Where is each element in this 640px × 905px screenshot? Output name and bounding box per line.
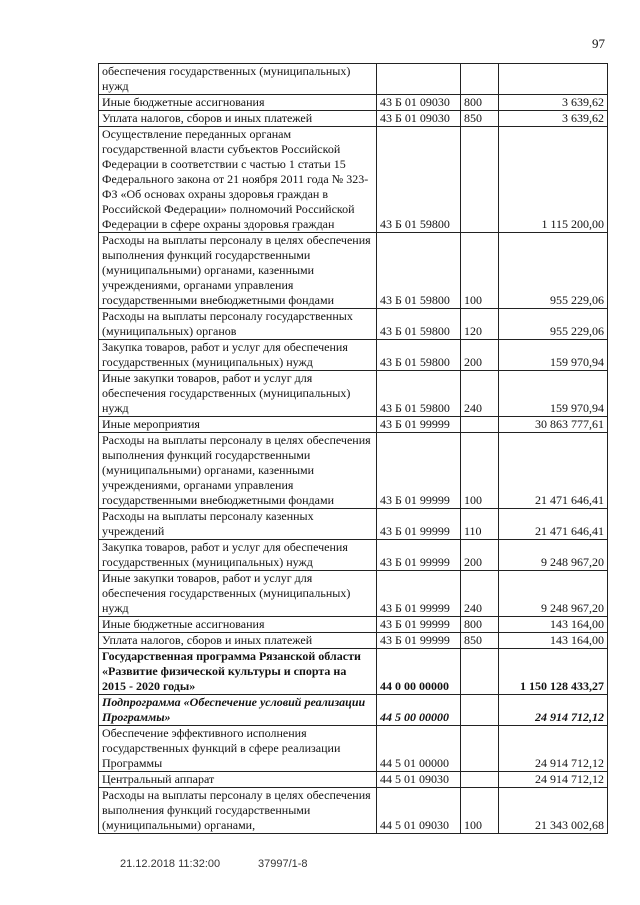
row-code-cell: 43 Б 01 09030 (377, 95, 461, 111)
table-row (99, 571, 608, 617)
row-sum-cell: 24 914 712,12 (499, 695, 608, 726)
row-name-cell: Обеспечение эффективного исполнения государственных функций в сфере реализации Программы (99, 726, 377, 772)
row-name-cell: Государственная программа Рязанской области «Развитие физической культуры и спорта на 2015 - 2020 годы» (99, 649, 377, 695)
table-row (99, 617, 608, 633)
row-type-cell: 240 (461, 571, 499, 617)
row-name-cell: Иные мероприятия (99, 417, 377, 433)
row-code-cell: 44 5 01 00000 (377, 726, 461, 772)
row-sum-cell: 21 471 646,41 (499, 433, 608, 509)
row-code-cell: 44 5 01 09030 (377, 772, 461, 788)
table-row (99, 95, 608, 111)
row-sum-cell: 955 229,06 (499, 309, 608, 340)
row-type-cell (461, 772, 499, 788)
row-code-cell (377, 64, 461, 95)
row-type-cell: 800 (461, 95, 499, 111)
table-row (99, 417, 608, 433)
row-code-cell: 43 Б 01 99999 (377, 617, 461, 633)
table-row (99, 111, 608, 127)
row-sum-cell: 24 914 712,12 (499, 772, 608, 788)
footer-timestamp: 21.12.2018 11:32:00 (120, 858, 221, 870)
row-name-cell: Расходы на выплаты персоналу в целях обеспечения выполнения функций государственными (муниципальными) органами, (99, 788, 377, 834)
row-name-cell: Подпрограмма «Обеспечение условий реализации Программы» (99, 695, 377, 726)
row-name-cell: Иные бюджетные ассигнования (99, 95, 377, 111)
row-type-cell (461, 695, 499, 726)
row-code-cell: 43 Б 01 99999 (377, 509, 461, 540)
row-type-cell (461, 417, 499, 433)
row-name-cell: Расходы на выплаты персоналу в целях обеспечения выполнения функций государственными (муниципальными) органами, казенными учреждениями, органами управления государственными внебюджетными фондами (99, 433, 377, 509)
row-code-cell: 44 5 01 09030 (377, 788, 461, 834)
row-type-cell: 240 (461, 371, 499, 417)
row-sum-cell: 30 863 777,61 (499, 417, 608, 433)
row-name-cell: Иные закупки товаров, работ и услуг для обеспечения государственных (муниципальных) нужд (99, 571, 377, 617)
row-type-cell: 850 (461, 633, 499, 649)
row-sum-cell: 159 970,94 (499, 340, 608, 371)
row-sum-cell: 21 343 002,68 (499, 788, 608, 834)
table-row (99, 371, 608, 417)
row-code-cell: 43 Б 01 59800 (377, 127, 461, 233)
row-type-cell (461, 64, 499, 95)
row-sum-cell: 1 115 200,00 (499, 127, 608, 233)
table-row (99, 649, 608, 695)
table-row (99, 788, 608, 834)
row-sum-cell: 159 970,94 (499, 371, 608, 417)
row-code-cell: 43 Б 01 99999 (377, 571, 461, 617)
row-code-cell: 43 Б 01 99999 (377, 433, 461, 509)
row-type-cell: 800 (461, 617, 499, 633)
row-name-cell: Центральный аппарат (99, 772, 377, 788)
table-row (99, 695, 608, 726)
row-name-cell: Расходы на выплаты персоналу в целях обеспечения выполнения функций государственными (муниципальными) органами, казенными учреждениями, органами управления государственными внебюджетными фондами (99, 233, 377, 309)
table-row (99, 309, 608, 340)
row-sum-cell: 1 150 128 433,27 (499, 649, 608, 695)
row-sum-cell: 21 471 646,41 (499, 509, 608, 540)
row-type-cell (461, 127, 499, 233)
row-name-cell: Уплата налогов, сборов и иных платежей (99, 633, 377, 649)
table-row (99, 64, 608, 95)
row-code-cell: 43 Б 01 59800 (377, 233, 461, 309)
row-type-cell: 850 (461, 111, 499, 127)
row-sum-cell: 143 164,00 (499, 633, 608, 649)
row-code-cell: 43 Б 01 99999 (377, 540, 461, 571)
row-sum-cell: 9 248 967,20 (499, 571, 608, 617)
row-name-cell: Закупка товаров, работ и услуг для обеспечения государственных (муниципальных) нужд (99, 340, 377, 371)
row-name-cell: Уплата налогов, сборов и иных платежей (99, 111, 377, 127)
row-type-cell: 100 (461, 788, 499, 834)
row-code-cell: 43 Б 01 59800 (377, 309, 461, 340)
row-sum-cell: 9 248 967,20 (499, 540, 608, 571)
row-type-cell: 110 (461, 509, 499, 540)
table-row (99, 509, 608, 540)
row-sum-cell: 24 914 712,12 (499, 726, 608, 772)
row-code-cell: 43 Б 01 99999 (377, 633, 461, 649)
budget-table-body (99, 64, 608, 834)
row-name-cell: Расходы на выплаты персоналу государственных (муниципальных) органов (99, 309, 377, 340)
row-name-cell: Иные закупки товаров, работ и услуг для обеспечения государственных (муниципальных) нужд (99, 371, 377, 417)
row-type-cell: 200 (461, 540, 499, 571)
row-sum-cell: 143 164,00 (499, 617, 608, 633)
row-sum-cell: 3 639,62 (499, 95, 608, 111)
table-row (99, 633, 608, 649)
table-row (99, 540, 608, 571)
row-code-cell: 43 Б 01 59800 (377, 340, 461, 371)
table-row (99, 340, 608, 371)
row-code-cell: 43 Б 01 99999 (377, 417, 461, 433)
row-type-cell (461, 649, 499, 695)
row-type-cell: 100 (461, 433, 499, 509)
table-row (99, 433, 608, 509)
table-row (99, 233, 608, 309)
row-name-cell: Расходы на выплаты персоналу казенных учреждений (99, 509, 377, 540)
row-type-cell: 120 (461, 309, 499, 340)
table-row (99, 772, 608, 788)
row-name-cell: Осуществление переданных органам государственной власти субъектов Российской Федерации в соответствии с частью 1 статьи 15 Федерального закона от 21 ноября 2011 года № 323-ФЗ «Об основах охраны здоровья граждан в Российской Федерации» полномочий Российской Федерации в сфере охраны здоровья граждан (99, 127, 377, 233)
row-code-cell: 43 Б 01 09030 (377, 111, 461, 127)
row-sum-cell: 3 639,62 (499, 111, 608, 127)
budget-table (98, 63, 608, 834)
row-sum-cell: 955 229,06 (499, 233, 608, 309)
row-code-cell: 44 5 00 00000 (377, 695, 461, 726)
row-name-cell: Иные бюджетные ассигнования (99, 617, 377, 633)
row-code-cell: 44 0 00 00000 (377, 649, 461, 695)
table-row (99, 726, 608, 772)
page-number: 97 (592, 36, 605, 51)
row-name-cell: Закупка товаров, работ и услуг для обеспечения государственных (муниципальных) нужд (99, 540, 377, 571)
table-row (99, 127, 608, 233)
row-code-cell: 43 Б 01 59800 (377, 371, 461, 417)
row-type-cell: 100 (461, 233, 499, 309)
footer-doc-number: 37997/1-8 (258, 858, 308, 870)
row-sum-cell (499, 64, 608, 95)
row-type-cell (461, 726, 499, 772)
row-name-cell: обеспечения государственных (муниципальных) нужд (99, 64, 377, 95)
row-type-cell: 200 (461, 340, 499, 371)
